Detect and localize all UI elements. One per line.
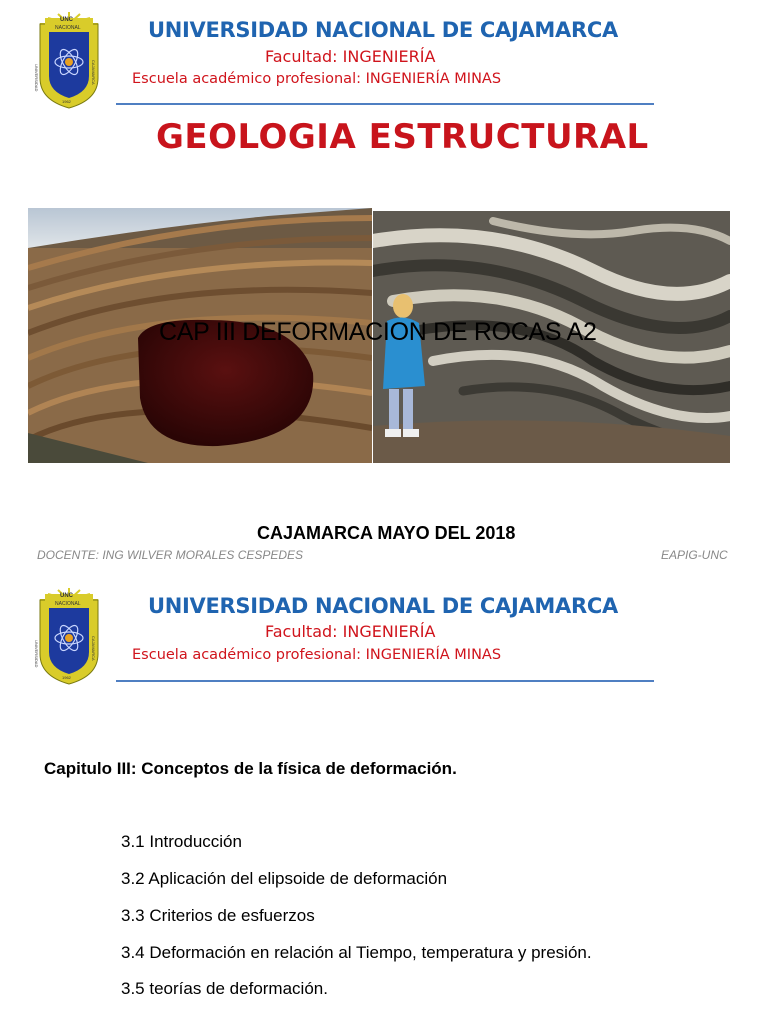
crest-top-text: UNC — [60, 17, 73, 23]
university-name: UNIVERSIDAD NACIONAL DE CAJAMARCA — [148, 594, 618, 618]
crest-top-text: UNC — [60, 593, 73, 599]
university-name: UNIVERSIDAD NACIONAL DE CAJAMARCA — [148, 18, 618, 42]
topic-item: 3.2 Aplicación del elipsoide de deformación — [121, 869, 448, 888]
chapter-heading: Capitulo III: Conceptos de la física de deformación. — [44, 759, 457, 778]
university-crest — [36, 10, 102, 110]
crest-left-band: UNIVERSIDAD — [34, 640, 39, 668]
faculty-name: Facultad: INGENIERÍA — [265, 622, 436, 641]
topic-item: 3.3 Criterios de esfuerzos — [121, 906, 315, 925]
crest-bottom-text: 1962 — [62, 675, 71, 680]
header-rule — [116, 680, 654, 682]
crest-right-band: CAJAMARCA — [91, 636, 96, 661]
school-name: Escuela académico profesional: INGENIERÍA MINAS — [132, 71, 502, 87]
university-crest — [36, 586, 102, 686]
faculty-name: Facultad: INGENIERÍA — [265, 47, 436, 66]
school-name: Escuela académico profesional: INGENIERÍA MINAS — [132, 647, 502, 663]
course-title: GEOLOGIA ESTRUCTURAL — [156, 117, 649, 157]
header-rule — [116, 103, 654, 105]
crest-motto: NACIONAL — [55, 25, 81, 31]
teacher-footer: DOCENTE: ING WILVER MORALES CESPEDES — [37, 548, 304, 562]
crest-motto: NACIONAL — [55, 601, 81, 607]
crest-right-band: CAJAMARCA — [91, 60, 96, 85]
topic-item: 3.1 Introducción — [121, 832, 242, 851]
topic-item: 3.4 Deformación en relación al Tiempo, temperatura y presión. — [121, 943, 592, 962]
crest-left-band: UNIVERSIDAD — [34, 64, 39, 92]
topic-item: 3.5 teorías de deformación. — [121, 979, 328, 998]
chapter-subtitle: CAP III DEFORMACION DE ROCAS A2 — [159, 318, 597, 346]
crest-bottom-text: 1962 — [62, 99, 71, 104]
org-footer: EAPIG-UNC — [661, 548, 728, 562]
date-line: CAJAMARCA MAYO DEL 2018 — [257, 523, 516, 543]
